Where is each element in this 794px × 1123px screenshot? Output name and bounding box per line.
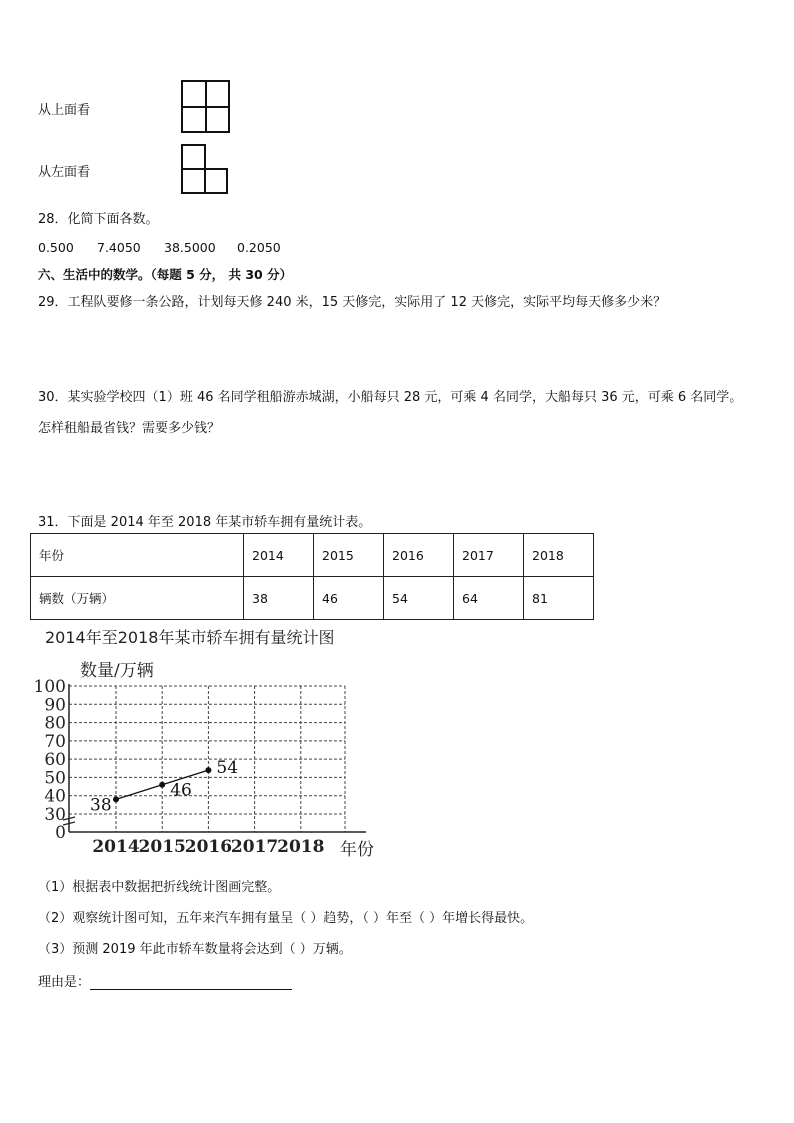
table-cell: 2017 [454,534,524,577]
top-square-2 [205,80,230,108]
table-cell: 81 [524,577,594,620]
q31-intro: 31．下面是 2014 年至 2018 年某市轿车拥有量统计表。 [38,515,372,530]
reason-line [38,971,292,990]
q29-text: 29．工程队要修一条公路，计划每天修 240 米，15 天修完，实际用了 12 天修完，实际平均每天修多少米？ [38,295,667,310]
left-square-2 [181,168,206,194]
table-cell: 2015 [314,534,384,577]
x-tick-label: 2016 [184,837,233,857]
table-cell: 54 [384,577,454,620]
y-tick-label: 70 [44,731,66,752]
chart-title: 2014年至2018年某市轿车拥有量统计图 [45,628,335,647]
q28-number-1: 0.500 [38,240,74,255]
table-cell: 64 [454,577,524,620]
q31-sub2: （2）观察统计图可知，五年来汽车拥有量呈（ ）趋势，（ ）年至（ ）年增长得最快。 [38,911,534,926]
table-cell: 46 [314,577,384,620]
y-tick-label: 0 [55,823,66,843]
data-point [205,767,211,773]
x-tick-label: 2017 [230,837,279,857]
x-tick-label: 2014 [92,837,140,857]
table-header-year: 年份 [31,534,244,577]
x-tick-label: 2018 [277,837,325,857]
top-square-4 [205,106,230,133]
q28-title: 28．化简下面各数。 [38,212,159,227]
stat-table [30,533,594,620]
reason-label: 理由是： [38,975,91,990]
top-square-1 [181,80,208,108]
left-square-1 [181,144,206,170]
top-square-3 [181,106,208,133]
y-tick-label: 30 [44,805,66,825]
section-heading: 六、生活中的数学。（每题 5 分， 共 30 分） [38,267,293,282]
line-chart [0,650,420,865]
table-row [31,534,594,577]
q30-line2: 怎样租船最省钱？需要多少钱？ [38,421,221,436]
table-row [31,577,594,620]
q28-number-4: 0.2050 [237,240,281,255]
y-tick-label: 80 [44,713,66,734]
view-left-label: 从左面看 [38,165,91,180]
reason-blank[interactable] [90,975,292,990]
q30-line1: 30．某实验学校四（1）班 46 名同学租船游赤城湖，小船每只 28 元，可乘 4 名同学，大船每只 36 元，可乘 6 名同学。 [38,390,743,405]
table-cell: 2018 [524,534,594,577]
x-tick-label: 2015 [138,837,186,857]
y-tick-label: 100 [33,677,66,697]
data-point [159,782,165,788]
q31-sub3: （3）预测 2019 年此市轿车数量将会达到（ ）万辆。 [38,942,352,957]
q28-number-2: 7.4050 [97,240,141,255]
y-tick-label: 90 [44,695,66,716]
data-label: 54 [216,758,239,779]
y-axis-label: 数量/万辆 [80,661,154,681]
data-label: 38 [90,795,112,816]
y-tick-label: 40 [44,786,66,807]
table-cell: 38 [244,577,314,620]
left-square-3 [204,168,228,194]
q28-number-3: 38.5000 [164,240,216,255]
q31-sub1: （1）根据表中数据把折线统计图画完整。 [38,880,281,895]
table-cell: 2014 [244,534,314,577]
view-top-label: 从上面看 [38,103,91,118]
y-tick-label: 50 [44,768,66,789]
x-axis-label: 年份 [340,840,374,860]
y-tick-label: 60 [44,750,66,771]
data-point [113,796,119,802]
table-cell: 2016 [384,534,454,577]
data-label: 46 [170,780,192,801]
table-header-count: 辆数（万辆） [31,577,244,620]
